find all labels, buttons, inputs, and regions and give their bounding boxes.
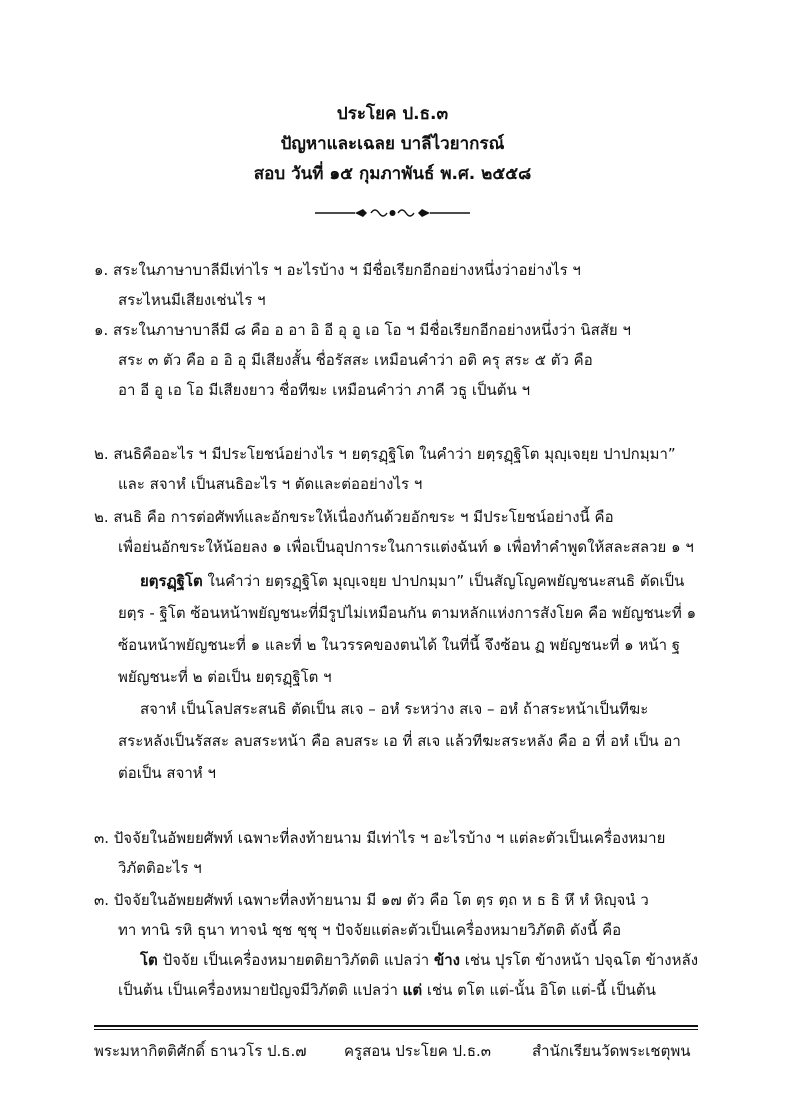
q2-answer-line-3 bbox=[140, 569, 740, 593]
q2-answer-line-2: เพื่อย่นอักขระให้น้อยลง ๑ เพื่อเป็นอุปการะในการแต่งฉันท์ ๑ เพื่อทำคำพูดให้สละสลวย ๑ ฯ bbox=[118, 538, 694, 556]
q2-answer-line-6: พยัญชนะที่ ๒ ต่อเป็น ยตฺรฏฺฐิโต ฯ bbox=[118, 668, 332, 686]
q2-answer-line-7: สจาหํ เป็นโลปสระสนธิ ตัดเป็น สเจ – อหํ ระหว่าง สเจ – อหํ ถ้าสระหน้าเป็นทีฆะ bbox=[140, 700, 649, 718]
bold-term: ข้าง bbox=[433, 951, 460, 969]
footer-role: ครูสอน ประโยค ป.ธ.๓ bbox=[344, 1042, 492, 1060]
answer-text: ในคำว่า ยตฺรฏฺฐิโต มุญฺเจยฺย ปาปกมฺมา” เป็นสัญโญคพยัญชนะสนธิ ตัดเป็น bbox=[202, 572, 685, 590]
page-title: ประโยค ป.ธ.๓ bbox=[336, 104, 449, 124]
q1-answer-line-3: อา อี อู เอ โอ มีเสียงยาว ชื่อทีฆะ เหมือนคำว่า ภาคี วธู เป็นต้น ฯ bbox=[118, 381, 530, 399]
exam-date: สอบ วันที่ ๑๕ กุมภาพันธ์ พ.ศ. ๒๕๕๘ bbox=[253, 164, 532, 184]
footer-rule bbox=[94, 1029, 698, 1030]
q3-question-line-2: วิภัตติอะไร ฯ bbox=[118, 859, 202, 877]
answer-text: เช่น ตโต แต่-นั้น อิโต แต่-นี้ เป็นต้น bbox=[422, 981, 656, 999]
bold-term: โต bbox=[140, 951, 158, 969]
footer-rule bbox=[94, 1025, 698, 1027]
q3-answer-line-2: ทา ทานิ รหิ ธุนา ทาจนํ ชฺช ชฺชุ ฯ ปัจจัยแต่ละตัวเป็นเครื่องหมายวิภัตติ ดังนี้ คือ bbox=[118, 921, 622, 939]
q1-question-line-2: สระไหนมีเสียงเช่นไร ฯ bbox=[118, 291, 266, 309]
q1-answer-line-2: สระ ๓ ตัว คือ อ อิ อุ มีเสียงสั้น ชื่อรัสสะ เหมือนคำว่า อติ ครุ สระ ๕ ตัว คือ bbox=[118, 351, 593, 369]
q3-question-line-1: ๓. ปัจจัยในอัพยยศัพท์ เฉพาะที่ลงท้ายนาม มีเท่าไร ฯ อะไรบ้าง ฯ แต่ละตัวเป็นเครื่องหมาย bbox=[94, 829, 666, 847]
answer-text: ปัจจัย เป็นเครื่องหมายตติยาวิภัตติ แปลว่า bbox=[157, 951, 434, 969]
q2-answer-line-4: ยตฺร - ฐิโต ซ้อนหน้าพยัญชนะที่มีรูปไม่เหมือนกัน ตามหลักแห่งการสังโยค คือ พยัญชนะที่ ๑ bbox=[118, 604, 697, 622]
page-subtitle: ปัญหาและเฉลย บาลีไวยากรณ์ bbox=[280, 134, 505, 154]
answer-text: เป็นต้น เป็นเครื่องหมายปัญจมีวิภัตติ แปลว่า bbox=[118, 981, 403, 999]
footer-author: พระมหากิตติศักดิ์ ธานวโร ป.ธ.๗ bbox=[94, 1042, 307, 1060]
q2-question-line-1: ๒. สนธิคืออะไร ฯ มีประโยชน์อย่างไร ฯ ยตฺรฏฺฐิโต ในคำว่า ยตฺรฏฺฐิโต มุญฺเจยฺย ปาปกมฺมา” bbox=[94, 445, 676, 463]
q2-answer-line-8: สระหลังเป็นรัสสะ ลบสระหน้า คือ ลบสระ เอ ที่ สเจ แล้วทีฆะสระหลัง คือ อ ที่ อหํ เป็น อา bbox=[118, 732, 681, 750]
q2-question-line-2: และ สจาหํ เป็นสนธิอะไร ฯ ตัดและต่ออย่างไร ฯ bbox=[118, 475, 423, 493]
q2-answer-line-5: ซ้อนหน้าพยัญชนะที่ ๑ และที่ ๒ ในวรรคของตนได้ ในที่นี้ จึงซ้อน ฏ พยัญชนะที่ ๑ หน้า ฐ bbox=[118, 636, 681, 654]
q2-answer-line-9: ต่อเป็น สจาหํ ฯ bbox=[118, 764, 216, 782]
answer-text: เช่น ปุรโต ข้างหน้า ปจฺฉโต ข้างหลัง bbox=[459, 951, 699, 969]
bold-term: ยตฺรฏฺฐิโต bbox=[140, 572, 203, 590]
q1-question-line-1: ๑. สระในภาษาบาลีมีเท่าไร ฯ อะไรบ้าง ฯ มีชื่อเรียกอีกอย่างหนึ่งว่าอย่างไร ฯ bbox=[94, 261, 581, 279]
footer-institution: สำนักเรียนวัดพระเชตุพน bbox=[532, 1042, 691, 1060]
ornament-divider bbox=[315, 203, 470, 223]
q3-answer-line-4 bbox=[118, 978, 718, 1002]
q3-answer-line-3 bbox=[140, 948, 740, 972]
q2-answer-line-1: ๒. สนธิ คือ การต่อศัพท์และอักขระให้เนื่องกันด้วยอักขระ ฯ มีประโยชน์อย่างนี้ คือ bbox=[94, 508, 614, 526]
bold-term: แต่ bbox=[402, 981, 423, 999]
q1-answer-line-1: ๑. สระในภาษาบาลีมี ๘ คือ อ อา อิ อี อุ อู เอ โอ ฯ มีชื่อเรียกอีกอย่างหนึ่งว่า นิสสัย ฯ bbox=[94, 321, 631, 339]
q3-answer-line-1: ๓. ปัจจัยในอัพยยศัพท์ เฉพาะที่ลงท้ายนาม มี ๑๗ ตัว คือ โต ตฺร ตฺถ ห ธ ธิ หึ หํ หิญฺจนํ ว bbox=[94, 891, 649, 909]
